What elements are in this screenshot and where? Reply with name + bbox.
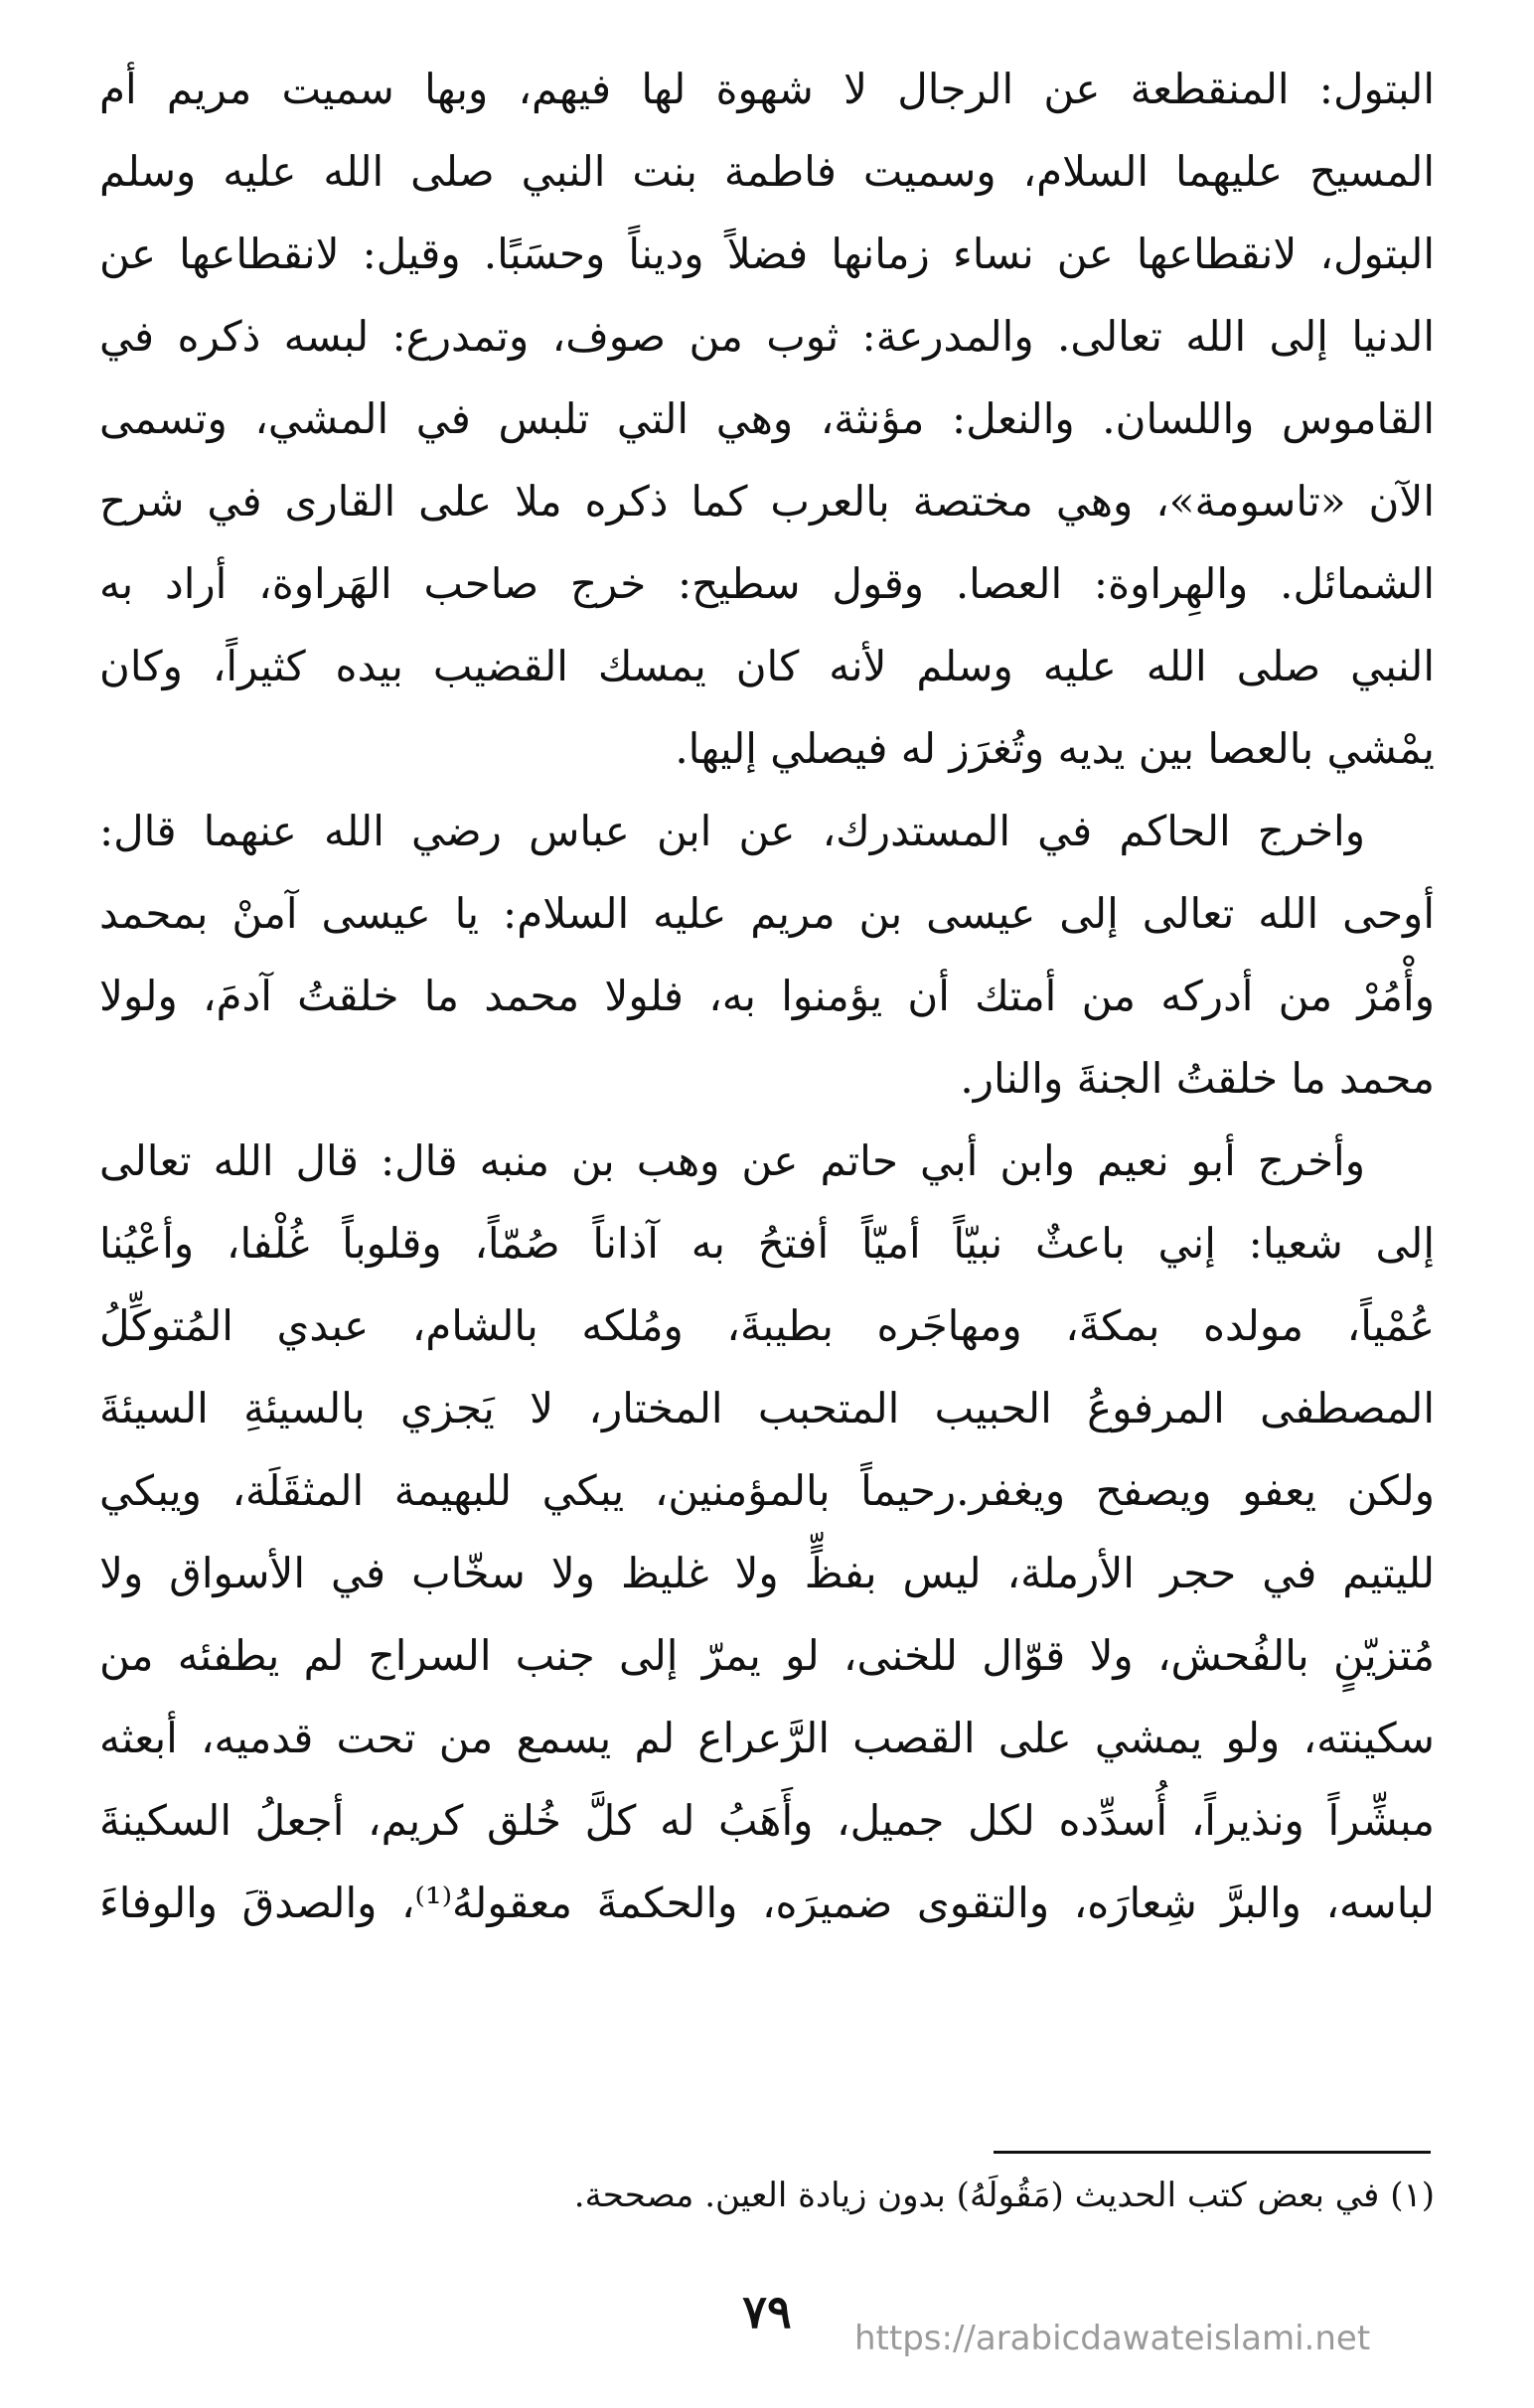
text-line: القاموس واللسان. والنعل: مؤنثة، وهي التي تلبس في المشي، وتسمى xyxy=(99,394,1435,443)
text-line: المسيح عليهما السلام، وسميت فاطمة بنت النبي صلى الله عليه وسلم xyxy=(99,147,1435,196)
text-line: مبشِّراً ونذيراً، أُسدِّده لكل جميل، وأَهَبُ له كلَّ خُلق كريم، أجعلُ السكينةَ xyxy=(99,1796,1435,1845)
text-line: لباسه، والبرَّ شِعارَه، والتقوى ضميرَه، والحكمةَ معقولهُ⁽¹⁾، والصدقَ والوفاءَ xyxy=(99,1879,1435,1927)
text-line: يمْشي بالعصا بين يديه وتُغرَز له فيصلي إليها. xyxy=(675,724,1435,773)
text-line: لليتيم في حجر الأرملة، ليس بفظٍّ ولا غليظ ولا سخّاب في الأسواق ولا xyxy=(99,1549,1435,1597)
text-line: واخرج الحاكم في المستدرك، عن ابن عباس رضي الله عنهما قال: xyxy=(99,807,1365,855)
text-line: أوحى الله تعالى إلى عيسى بن مريم عليه السلام: يا عيسى آمنْ بمحمد xyxy=(99,889,1435,938)
text-line: إلى شعيا: إني باعثٌ نبيّاً أميّاً أفتحُ به آذاناً صُمّاً، وقلوباً غُلْفا، وأعْيُنا xyxy=(99,1219,1435,1268)
text-line: وأْمُرْ من أدركه من أمتك أن يؤمنوا به، فلولا محمد ما خلقتُ آدمَ، ولولا xyxy=(99,972,1435,1020)
text-line: عُمْياً، مولده بمكةَ، ومهاجَره بطيبةَ، ومُلكه بالشام، عبدي المُتوكِّلُ xyxy=(99,1301,1435,1350)
text-line: سكينته، ولو يمشي على القصب الرَّعراع لم يسمع من تحت قدميه، أبعثه xyxy=(99,1714,1435,1762)
text-line: الآن «تاسومة»، وهي مختصة بالعرب كما ذكره ملا على القارى في شرح xyxy=(99,477,1435,526)
text-line: مُتزيّنٍ بالفُحش، ولا قوّال للخنى، لو يمرّ إلى جنب السراج لم يطفئه من xyxy=(99,1631,1435,1680)
text-line: النبي صلى الله عليه وسلم لأنه كان يمسك القضيب بيده كثيراً، وكان xyxy=(99,642,1435,690)
text-line: الشمائل. والهِراوة: العصا. وقول سطيح: خرج صاحب الهَراوة، أراد به xyxy=(99,559,1435,608)
watermark-url: https://arabicdawateislami.net xyxy=(854,2319,1371,2358)
text-line: ولكن يعفو ويصفح ويغفر.رحيماً بالمؤمنين، يبكي للبهيمة المثقَلَة، ويبكي xyxy=(99,1466,1435,1515)
text-line: البتول: المنقطعة عن الرجال لا شهوة لها فيهم، وبها سميت مريم أم xyxy=(99,65,1435,113)
text-line: محمد ما خلقتُ الجنةَ والنار. xyxy=(960,1054,1435,1103)
text-line: البتول، لانقطاعها عن نساء زمانها فضلاً وديناً وحسَبًا. وقيل: لانقطاعها عن xyxy=(99,229,1435,278)
footnote-divider xyxy=(994,2151,1431,2154)
text-line: الدنيا إلى الله تعالى. والمدرعة: ثوب من صوف، وتمدرع: لبسه ذكره في xyxy=(99,312,1435,361)
page-number: ٧٩ xyxy=(742,2285,792,2338)
body-text xyxy=(99,48,1435,1944)
text-line: وأخرج أبو نعيم وابن أبي حاتم عن وهب بن منبه قال: قال الله تعالى xyxy=(99,1136,1365,1185)
text-line: المصطفى المرفوعُ الحبيب المتحبب المختار، لا يَجزي بالسيئةِ السيئةَ xyxy=(99,1384,1435,1432)
footnote: (١) في بعض كتب الحديث (مَقُولَهُ) بدون زيادة العين. مصححة. xyxy=(573,2176,1435,2215)
